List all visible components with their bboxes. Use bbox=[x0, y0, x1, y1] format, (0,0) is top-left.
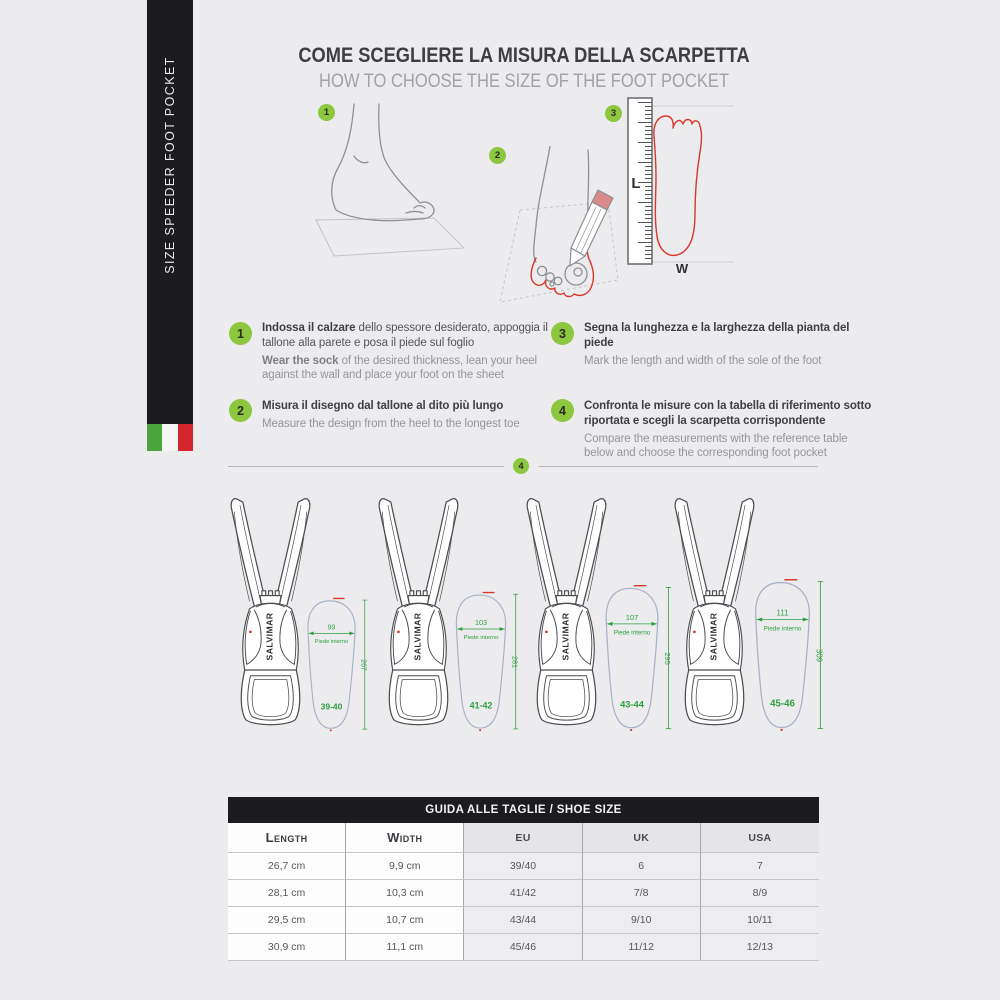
table-cell: 7/8 bbox=[583, 879, 701, 906]
col-header-length: Length bbox=[228, 823, 346, 852]
flag-stripe-white bbox=[162, 424, 177, 451]
table-cell: 43/44 bbox=[464, 906, 582, 933]
step1-it-bold: Indossa il calzare bbox=[262, 322, 356, 334]
footprint-inner-label: Piede interno bbox=[613, 629, 651, 637]
step4-text bbox=[584, 399, 874, 460]
step4-badge: 4 bbox=[551, 399, 574, 422]
table-cell: 11,1 cm bbox=[346, 933, 464, 960]
col-header-width: Width bbox=[346, 823, 464, 852]
table-cell: 10,3 cm bbox=[346, 879, 464, 906]
table-cell: 9,9 cm bbox=[346, 852, 464, 879]
table-cell: 30,9 cm bbox=[228, 933, 346, 960]
ruler-length-label: L bbox=[631, 175, 641, 192]
footprint-width-value: 99 bbox=[327, 624, 336, 632]
step1-it-rest: dello spessore desiderato, appoggia il tallone alla parete e posa il piede sul foglio bbox=[262, 322, 548, 349]
fin-variant-43-44 bbox=[514, 482, 672, 736]
title-italian: COME SCEGLIERE LA MISURA DELLA SCARPETTA bbox=[298, 44, 750, 67]
page-title bbox=[228, 44, 820, 93]
ruler-measure-illustration bbox=[622, 90, 737, 275]
table-cell: 41/42 bbox=[464, 879, 582, 906]
step2-illustration-badge: 2 bbox=[489, 147, 506, 164]
table-cell: 45/46 bbox=[464, 933, 582, 960]
step3-en-rest: Mark the length and width of the sole of the foot bbox=[584, 355, 822, 367]
table-cell: 7 bbox=[701, 852, 819, 879]
footprint-inner-label: Piede interno bbox=[314, 639, 349, 646]
step1-badge: 1 bbox=[229, 322, 252, 345]
size-table-title: GUIDA ALLE TAGLIE / SHOE SIZE bbox=[228, 797, 819, 823]
step2-text bbox=[262, 399, 558, 431]
footprint-size-label: 41-42 bbox=[469, 700, 493, 711]
step1-en-bold: Wear the sock bbox=[262, 355, 339, 367]
step2-en-rest: Measure the design from the heel to the longest toe bbox=[262, 418, 520, 430]
step1-text bbox=[262, 321, 558, 382]
footprint-width-value: 103 bbox=[475, 618, 487, 628]
table-cell: 28,1 cm bbox=[228, 879, 346, 906]
step4-it-bold: Confronta le misure con la tabella di riferimento sotto riportata e scegli la scarpetta corrispondente bbox=[584, 400, 872, 427]
italy-flag bbox=[147, 424, 193, 451]
table-cell: 11/12 bbox=[583, 933, 701, 960]
divider-line-left bbox=[228, 466, 504, 467]
footprint-size-label: 45-46 bbox=[770, 698, 795, 710]
step2-badge: 2 bbox=[229, 399, 252, 422]
step3-text bbox=[584, 321, 862, 368]
ruler-width-label: W bbox=[675, 261, 689, 275]
footprint-length-value: 309 bbox=[814, 648, 824, 663]
flag-stripe-red bbox=[178, 424, 193, 451]
footprint-size-label: 39-40 bbox=[320, 701, 343, 712]
foot-side-view-illustration bbox=[302, 98, 482, 278]
step3-it-bold: Segna la lunghezza e la larghezza della pianta del piede bbox=[584, 322, 850, 349]
size-table bbox=[228, 797, 819, 961]
fin-variant-45-46 bbox=[662, 482, 824, 736]
table-cell: 39/40 bbox=[464, 852, 582, 879]
size-table-grid bbox=[228, 823, 819, 961]
col-header-eu: EU bbox=[464, 823, 582, 852]
footprint-length-value: 295 bbox=[662, 652, 672, 665]
table-cell: 12/13 bbox=[701, 933, 819, 960]
col-header-usa: USA bbox=[701, 823, 819, 852]
title-english: HOW TO CHOOSE THE SIZE OF THE FOOT POCKET bbox=[319, 71, 729, 92]
table-cell: 10/11 bbox=[701, 906, 819, 933]
footprint-diagram bbox=[442, 590, 520, 734]
footprint-inner-label: Piede interno bbox=[763, 625, 802, 633]
footprint-diagram bbox=[740, 577, 825, 734]
col-header-uk: UK bbox=[583, 823, 701, 852]
table-cell: 26,7 cm bbox=[228, 852, 346, 879]
step1-illustration-badge: 1 bbox=[318, 104, 335, 121]
step1-en-rest: of the desired thickness, lean your heel against the wall and place your foot on the sheet bbox=[262, 355, 538, 381]
footprint-length-value: 267 bbox=[359, 659, 367, 671]
step3-badge: 3 bbox=[551, 322, 574, 345]
sidebar-band bbox=[147, 0, 193, 424]
sidebar-title: SIZE SPEEDER FOOT POCKET bbox=[163, 56, 177, 274]
footprint-inner-label: Piede interno bbox=[463, 635, 499, 642]
footprint-diagram bbox=[294, 596, 369, 734]
footprint-size-label: 43-44 bbox=[620, 699, 644, 710]
divider-line-right bbox=[539, 466, 818, 467]
step2-it-bold: Misura il disegno dal tallone al dito più lungo bbox=[262, 400, 504, 412]
table-cell: 6 bbox=[583, 852, 701, 879]
footprint-diagram bbox=[591, 583, 673, 734]
footprint-length-value: 281 bbox=[510, 656, 520, 668]
fin-variant-39-40 bbox=[218, 482, 370, 736]
table-cell: 8/9 bbox=[701, 879, 819, 906]
fin-variant-41-42 bbox=[366, 482, 518, 736]
foot-tracing-illustration bbox=[492, 146, 632, 316]
table-cell: 9/10 bbox=[583, 906, 701, 933]
table-cell: 10,7 cm bbox=[346, 906, 464, 933]
footprint-width-value: 107 bbox=[625, 612, 639, 622]
step4-en-rest: Compare the measurements with the reference table below and choose the corresponding foot pocket bbox=[584, 433, 848, 459]
flag-stripe-green bbox=[147, 424, 162, 451]
footprint-width-value: 111 bbox=[776, 608, 789, 618]
table-cell: 29,5 cm bbox=[228, 906, 346, 933]
divider-step4-badge: 4 bbox=[513, 458, 529, 474]
step3-illustration-badge: 3 bbox=[605, 105, 622, 122]
